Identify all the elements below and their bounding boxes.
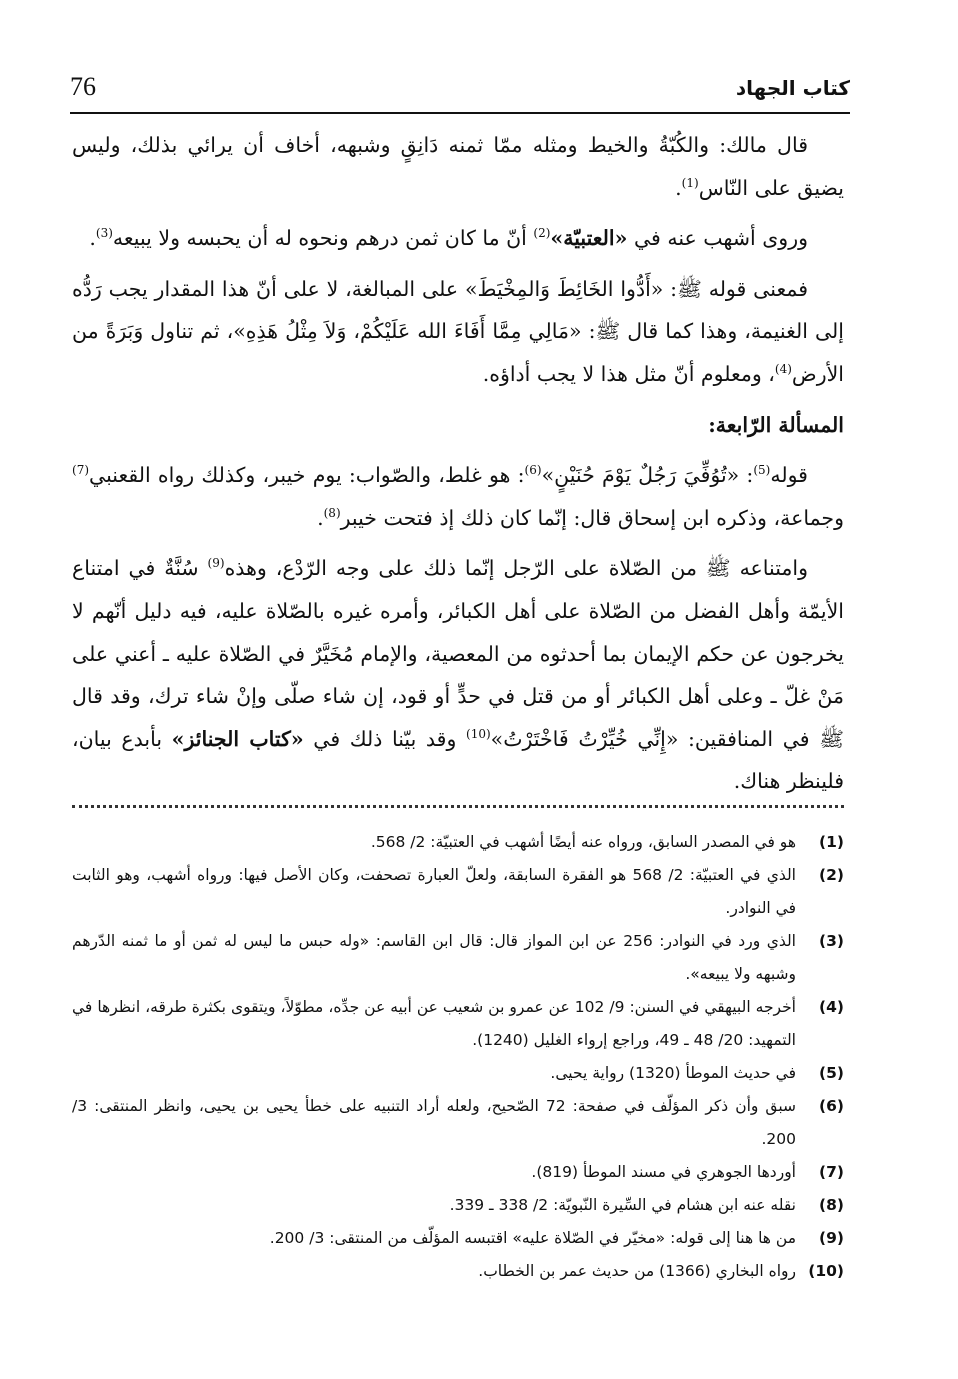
paragraph-text: أنّ ما كان ثمن درهم ونحوه له أن يحبسه ولا يبيعه xyxy=(112,226,534,251)
footnote-ref: (2) xyxy=(533,226,551,241)
section-heading: المسألة الرّابعة: xyxy=(708,412,844,437)
page-number: 76 xyxy=(70,72,96,101)
footnote xyxy=(72,1189,844,1222)
paragraph-text: وروى أشهب عنه في xyxy=(633,226,808,251)
paragraph-text: سُنَّةٌ في امتناع الأيمّة وأهل الفضل من الصّلاة على أهل الكبائر، وأمره غيره بالصّلاة عليه، فيه دليل أنّهم لا يخرجون عن حكم الإيمان بما أحدثوه من المعصية، والإمام مُخَيَّرٌ في الصّلاة عليه ـ أعني على مَنْ غلّ ـ وعلى أهل الكبائر أو من قتل في حدٍّ أو قود، إن شاء صلّى وإنْ شاء ترك، وقد قال ﷺ في المنافقين: «إِنِّي خُيِّرْتُ فَاخْتَرْتُ» xyxy=(72,556,844,751)
footnote-separator xyxy=(72,805,844,818)
footnote-ref: (5) xyxy=(753,463,771,478)
footnote-text: أخرجه البيهقي في السنن: 9/ 102 عن عمرو بن شعيب عن أبيه عن جدِّه، مطوّلاً، ويتقوى بكثرة طرقه، انظرها في التمهيد: 20/ 48 ـ 49، وراجع إرواء الغليل (1240). xyxy=(72,998,796,1049)
footnote xyxy=(72,1255,844,1288)
footnote-number: (5) xyxy=(819,1064,844,1082)
footnote-text: في حديث الموطأ (1320) رواية يحيى. xyxy=(550,1064,796,1082)
paragraph-text: ، ومعلوم أنّ مثل هذا لا يجب أداؤه. xyxy=(482,361,775,386)
footnote-ref: (6) xyxy=(524,463,542,478)
paragraph-5 xyxy=(72,547,844,803)
paragraph-text: . xyxy=(675,175,682,200)
paragraph-text: وجماعة، وذكره ابن إسحاق قال: إنّما كان ذلك إذ فتحت خيبر xyxy=(340,505,844,530)
paragraph-text: : هو غلط، والصّواب: يوم خيبر، وكذلك رواه القعنبي xyxy=(89,463,525,488)
main-text xyxy=(72,124,844,803)
running-header xyxy=(70,72,850,112)
paragraph-text: قال مالك: والكُبّةُ والخيط ومثله ممّا ثمنه دَانِقٍ وشبهه، أخاف أن يرائي بذلك، وليس يضيق على النّاس xyxy=(72,133,844,200)
paragraph-4 xyxy=(72,454,844,539)
footnote-text: أوردها الجوهري في مسند الموطأ (819). xyxy=(531,1163,796,1181)
footnote-number: (1) xyxy=(819,833,844,851)
footnote-text: الذي ورد في النوادر: 256 عن ابن المواز قال: قال ابن القاسم: «وله حبس ما ليس له ثمن أو ما ثمنه الدّرهم وشبهه ولا يبيعه». xyxy=(72,932,796,983)
footnote-ref: (4) xyxy=(774,362,792,377)
footnote xyxy=(72,1057,844,1090)
footnote-number: (4) xyxy=(819,998,844,1016)
paragraph-text: بأبدع بيان، فلينظر هناك. xyxy=(72,726,844,794)
footnote-number: (10) xyxy=(808,1262,844,1280)
footnotes xyxy=(72,826,844,1288)
paragraph-3 xyxy=(72,268,844,396)
footnote-ref: (10) xyxy=(466,726,491,741)
footnote-ref: (8) xyxy=(323,505,341,520)
book-title: «كتاب الجنائز» xyxy=(171,726,304,751)
footnote-number: (7) xyxy=(819,1163,844,1181)
footnote xyxy=(72,991,844,1057)
footnote-text: هو في المصدر السابق، ورواه عنه أيضًا أشهب في العتبيّة: 2/ 568. xyxy=(370,833,796,851)
footnote-number: (9) xyxy=(819,1229,844,1247)
footnote-ref: (3) xyxy=(95,226,113,241)
paragraph-text: . xyxy=(317,505,324,530)
footnote-text: نقله عنه ابن هشام في السِّيرة النّبويّة: 2/ 338 ـ 339. xyxy=(449,1196,796,1214)
footnote-ref: (7) xyxy=(72,463,90,478)
paragraph-text: فمعنى قوله ﷺ: «أَدُّوا الخَائِطَ وَالمِخْيَطَ» على المبالغة، لا على أنّ هذا المقدار يجب رَدُّه إلى الغنيمة، وهذا كما قال ﷺ: «مَالِي مِمَّا أَفَاءَ الله عَلَيْكُمْ، وَلاَ مِثْلُ هَذِهِ»، ثم تناول وَبَرَةً من الأرض xyxy=(72,276,844,386)
paragraph-text: قوله xyxy=(770,463,808,488)
footnote xyxy=(72,826,844,859)
book-title: «العتبيّة» xyxy=(550,226,628,251)
footnote xyxy=(72,1156,844,1189)
footnote-text: الذي في العتبيّة: 2/ 568 هو الفقرة السابقة، ولعلّ العبارة تصحفت، وكان الأصل فيها: ورواه أشهب، وهو الثابت في النوادر. xyxy=(72,866,796,917)
footnote-number: (3) xyxy=(819,932,844,950)
paragraph-text: وامتناعه ﷺ من الصّلاة على الرّجل إنّما ذلك على وجه الرّدْع، وهذه xyxy=(224,556,808,581)
footnote-number: (8) xyxy=(819,1196,844,1214)
footnote-ref: (9) xyxy=(207,556,225,571)
paragraph-1 xyxy=(72,124,844,209)
paragraph-text: : «تُوُفِّيَ رَجُلٌ يَوْمَ حُنَيْنٍ» xyxy=(541,463,754,488)
footnote xyxy=(72,859,844,925)
chapter-title: كتاب الجهاد xyxy=(735,76,850,100)
footnote-text: سبق وأن ذكر المؤلّف في صفحة: 72 الصّحيح، ولعله أراد التنبيه على خطأ يحيى بن يحيى، وانظر المنتقى: 3/ 200. xyxy=(72,1097,796,1148)
paragraph-text: . xyxy=(89,226,96,251)
footnote xyxy=(72,1222,844,1255)
footnote-number: (6) xyxy=(819,1097,844,1115)
footnote xyxy=(72,925,844,991)
footnote-number: (2) xyxy=(819,866,844,884)
footnote-text: رواه البخاري (1366) من حديث عمر بن الخطاب. xyxy=(478,1262,796,1280)
footnote-ref: (1) xyxy=(681,175,699,190)
header-rule xyxy=(70,112,850,114)
footnote-text: من ها هنا إلى قوله: «مخيّر في الصّلاة عليه» اقتبسه المؤلّف من المنتقى: 3/ 200. xyxy=(269,1229,796,1247)
footnote xyxy=(72,1090,844,1156)
paragraph-2 xyxy=(72,217,844,260)
paragraph-text: وقد بيّنا ذلك في xyxy=(303,726,466,751)
